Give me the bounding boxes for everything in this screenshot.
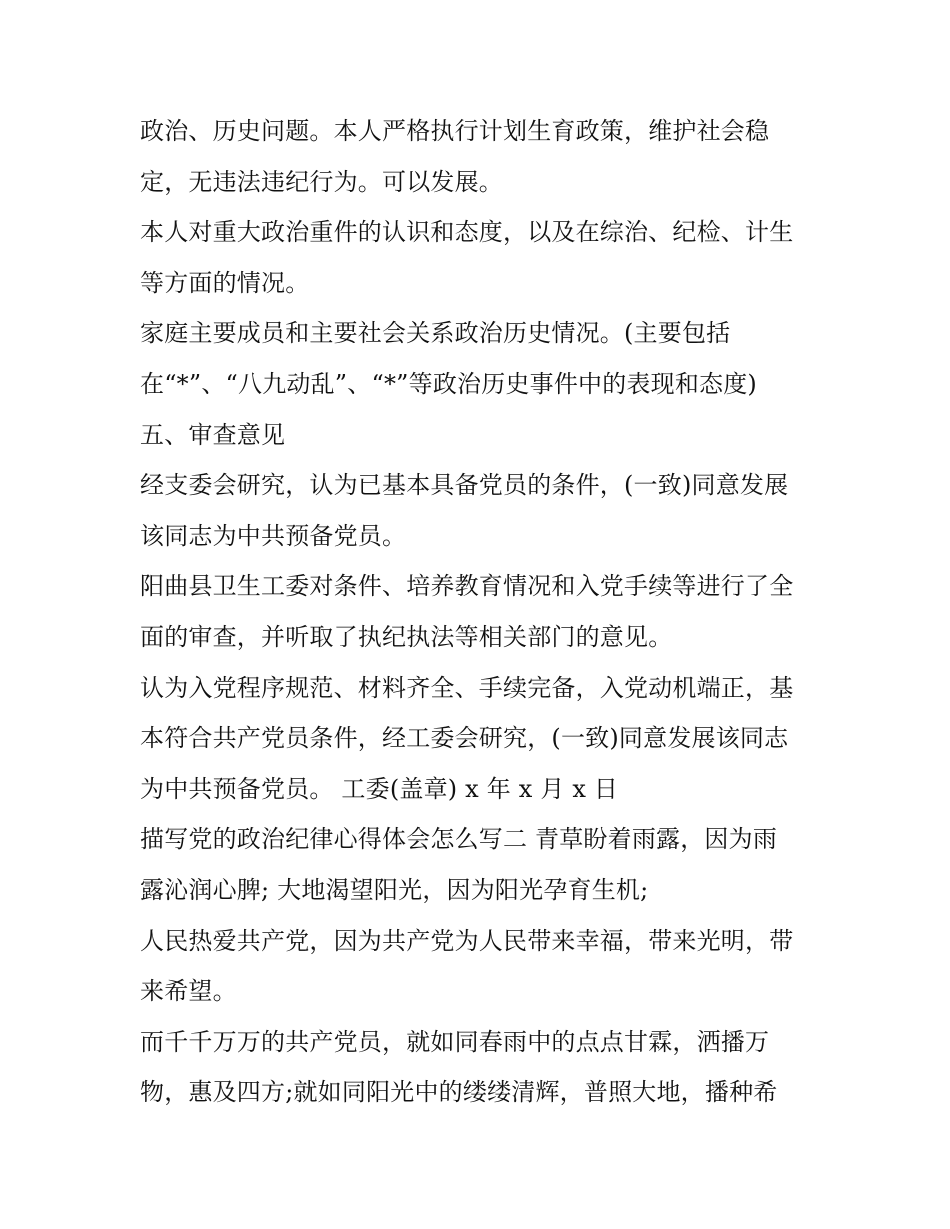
text-line: 本符合共产党员条件，经工委会研究，(一致)同意发展该同志 [140,724,789,753]
text-line: 阳曲县卫生工委对条件、培养教育情况和入党手续等进行了全 [140,572,794,601]
text-line: 本人对重大政治重件的认识和态度，以及在综治、纪检、计生 [140,218,794,247]
signature-line: 为中共预备党员。 工委(盖章) x 年 x 月 x 日 [140,774,619,803]
section-heading: 五、审查意见 [140,420,286,449]
text-line: 来希望。 [140,977,237,1006]
text-line: 定，无违法违纪行为。可以发展。 [140,167,503,196]
text-line: 该同志为中共预备党员。 [140,521,407,550]
text-line: 描写党的政治纪律心得体会怎么写二 青草盼着雨露，因为雨 [140,825,778,854]
text-line: 认为入党程序规范、材料齐全、手续完备，入党动机端正，基 [140,673,794,702]
text-line: 露沁润心脾; 大地渴望阳光，因为阳光孕育生机; [140,875,649,904]
text-line: 等方面的情况。 [140,268,310,297]
text-line: 人民热爱共产党，因为共产党为人民带来幸福，带来光明，带 [140,926,794,955]
document-body [140,106,830,1118]
text-line: 在“*”、“八九动乱”、“*”等政治历史事件中的表现和态度) [140,369,757,398]
text-line: 而千千万万的共产党员，就如同春雨中的点点甘霖，洒播万 [140,1027,770,1056]
text-line: 经支委会研究，认为已基本具备党员的条件，(一致)同意发展 [140,471,789,500]
text-line: 物，惠及四方;就如同阳光中的缕缕清辉，普照大地，播种希 [140,1078,778,1107]
text-line: 面的审查，并听取了执纪执法等相关部门的意见。 [140,622,673,651]
text-line: 政治、历史问题。本人严格执行计划生育政策，维护社会稳 [140,117,770,145]
text-line: 家庭主要成员和主要社会关系政治历史情况。(主要包括 [140,319,731,348]
